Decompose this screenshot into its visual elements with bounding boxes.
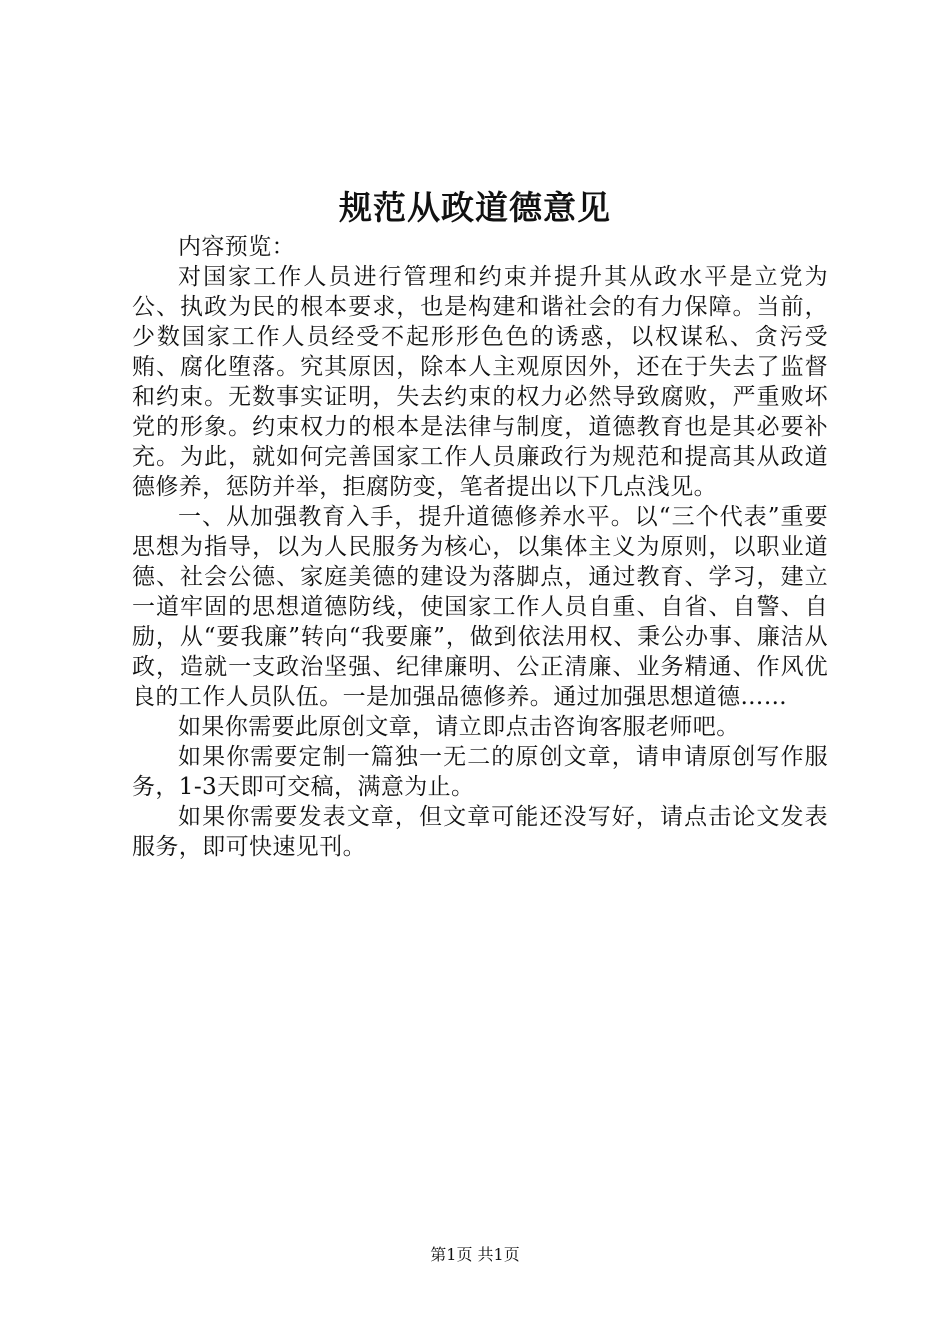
paragraph-custom-writing: 如果你需要定制一篇独一无二的原创文章，请申请原创写作服务，1-3天即可交稿，满意为止。 — [132, 744, 828, 800]
paragraph-publishing-service: 如果你需要发表文章，但文章可能还没写好，请点击论文发表服务，即可快速见刊。 — [132, 804, 828, 860]
paragraph-section-one: 一、从加强教育入手，提升道德修养水平。以“三个代表”重要思想为指导，以为人民服务为核心，以集体主义为原则，以职业道德、社会公德、家庭美德的建设为落脚点，通过教育、学习，建立一道牢固的思想道德防线，使国家工作人员自重、自省、自警、自励，从“要我廉”转向“我要廉”，做到依法用权、秉公办事、廉洁从政，造就一支政治坚强、纪律廉明、公正清廉、业务精通、作风优良的工作人员队伍。一是加强品德修养。通过加强思想道德…… — [132, 504, 828, 710]
document-title: 规范从政道德意见 — [339, 188, 611, 227]
page-number-footer: 第1页 共1页 — [430, 1245, 520, 1264]
document-body — [132, 232, 828, 862]
paragraph-consult-service: 如果你需要此原创文章，请立即点击咨询客服老师吧。 — [178, 714, 740, 740]
preview-label: 内容预览： — [178, 234, 295, 260]
paragraph-intro: 对国家工作人员进行管理和约束并提升其从政水平是立党为公、执政为民的根本要求，也是构建和谐社会的有力保障。当前，少数国家工作人员经受不起形形色色的诱惑，以权谋私、贪污受贿、腐化堕落。究其原因，除本人主观原因外，还在于失去了监督和约束。无数事实证明，失去约束的权力必然导致腐败，严重败坏党的形象。约束权力的根本是法律与制度，道德教育也是其必要补充。为此，就如何完善国家工作人员廉政行为规范和提高其从政道德修养，惩防并举，拒腐防变，笔者提出以下几点浅见。 — [132, 264, 828, 500]
